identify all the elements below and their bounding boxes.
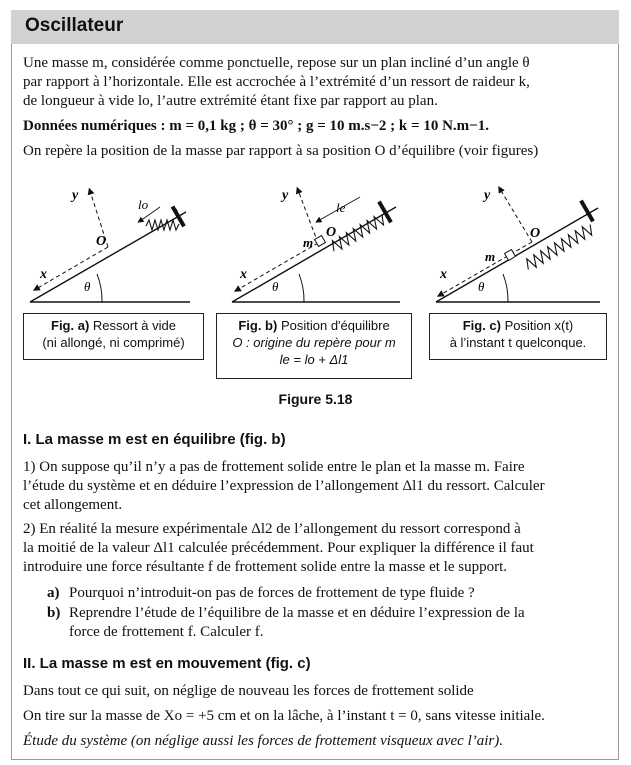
caption-a-text1: Ressort à vide xyxy=(92,318,176,333)
fig-c-y-label: y xyxy=(484,188,491,203)
caption-c-label: Fig. c) xyxy=(462,318,501,333)
fig-a-y-label: y xyxy=(72,188,79,203)
caption-c-text1: Position x(t) xyxy=(504,318,574,333)
q2-line-3: introduire une force résultante f de frottement solide entre la masse et le support. xyxy=(23,559,507,575)
fig-a-angle-label: θ xyxy=(84,279,91,294)
qb-text-1: Reprendre l’étude de l’équilibre de la masse et en déduire l’expression de la xyxy=(69,605,525,621)
caption-fig-b xyxy=(216,313,412,379)
intro-line-3: de longueur à vide lo, l’autre extrémité étant fixe par rapport au plan. xyxy=(23,93,438,109)
figure-c-drawing xyxy=(436,188,600,302)
caption-a-text2: (ni allongé, ni comprimé) xyxy=(42,335,185,350)
qb-text-2: force de frottement f. Calculer f. xyxy=(69,624,264,640)
section-1-heading: I. La masse m est en équilibre (fig. b) xyxy=(23,431,286,448)
qa-text: Pourquoi n’introduit-on pas de forces de frottement de type fluide ? xyxy=(69,585,475,601)
q1-line-2: l’étude du système et en déduire l’expression de l’allongement Δl1 du ressort. Calculer xyxy=(23,478,545,494)
qa-label: a) xyxy=(47,585,60,601)
figure-caption: Figure 5.18 xyxy=(278,391,353,407)
q1-line-3: cet allongement. xyxy=(23,497,123,513)
reference-sentence: On repère la position de la masse par rapport à sa position O d’équilibre (voir figures) xyxy=(23,143,539,159)
fig-a-l0-label: lo xyxy=(138,197,149,212)
section-2-heading: II. La masse m est en mouvement (fig. c) xyxy=(23,655,311,672)
caption-b-text3: le = lo + Δl1 xyxy=(279,352,349,367)
caption-a-label: Fig. a) xyxy=(51,318,90,333)
caption-c-text2: à l’instant t quelconque. xyxy=(449,335,587,350)
figure-a-drawing xyxy=(30,188,190,302)
fig-b-le-label: le xyxy=(336,200,346,215)
section-2-line-2: On tire sur la masse de Xo = +5 cm et on la lâche, à l’instant t = 0, sans vitesse initiale. xyxy=(23,708,545,724)
section-2-line-3: Étude du système (on néglige aussi les forces de frottement visqueux avec l’air). xyxy=(23,733,504,749)
numeric-data: Données numériques : m = 0,1 kg ; θ = 30° ; g = 10 m.s−2 ; k = 10 N.m−1. xyxy=(23,118,489,134)
fig-b-x-label: x xyxy=(240,267,247,282)
caption-b-text1: Position d'équilibre xyxy=(280,318,390,333)
exercise-title: Oscillateur xyxy=(25,15,124,36)
fig-b-angle-label: θ xyxy=(272,279,279,294)
q1-line-1: 1) On suppose qu’il n’y a pas de frottement solide entre le plan et la masse m. Faire xyxy=(23,459,525,475)
fig-b-mass-label: m xyxy=(303,235,314,250)
caption-b-text2: O : origine du repère pour m xyxy=(232,335,396,350)
caption-fig-c xyxy=(429,313,607,360)
qb-label: b) xyxy=(47,605,61,621)
caption-b-label: Fig. b) xyxy=(238,318,278,333)
section-2-line-1: Dans tout ce qui suit, on néglige de nouveau les forces de frottement solide xyxy=(23,683,474,699)
fig-c-origin-label: O xyxy=(530,226,541,241)
intro-line-1: Une masse m, considérée comme ponctuelle, repose sur un plan incliné d’un angle θ xyxy=(23,55,530,71)
fig-c-angle-label: θ xyxy=(478,279,485,294)
q2-line-2: la moitié de la valeur Δl1 calculée précédemment. Pour expliquer la différence il faut xyxy=(23,540,534,556)
intro-line-2: par rapport à l’horizontale. Elle est accrochée à l’extrémité d’un ressort de raideur k, xyxy=(23,74,530,90)
q2-line-1: 2) En réalité la mesure expérimentale Δl2 de l’allongement du ressort correspond à xyxy=(23,521,521,537)
caption-fig-a xyxy=(23,313,204,360)
fig-c-mass-label: m xyxy=(485,249,496,264)
fig-b-y-label: y xyxy=(282,188,289,203)
fig-a-x-label: x xyxy=(40,267,47,282)
fig-a-origin-label: O xyxy=(96,234,107,249)
figure-b-drawing xyxy=(232,188,400,302)
fig-c-x-label: x xyxy=(440,267,447,282)
fig-b-origin-label: O xyxy=(326,225,337,240)
